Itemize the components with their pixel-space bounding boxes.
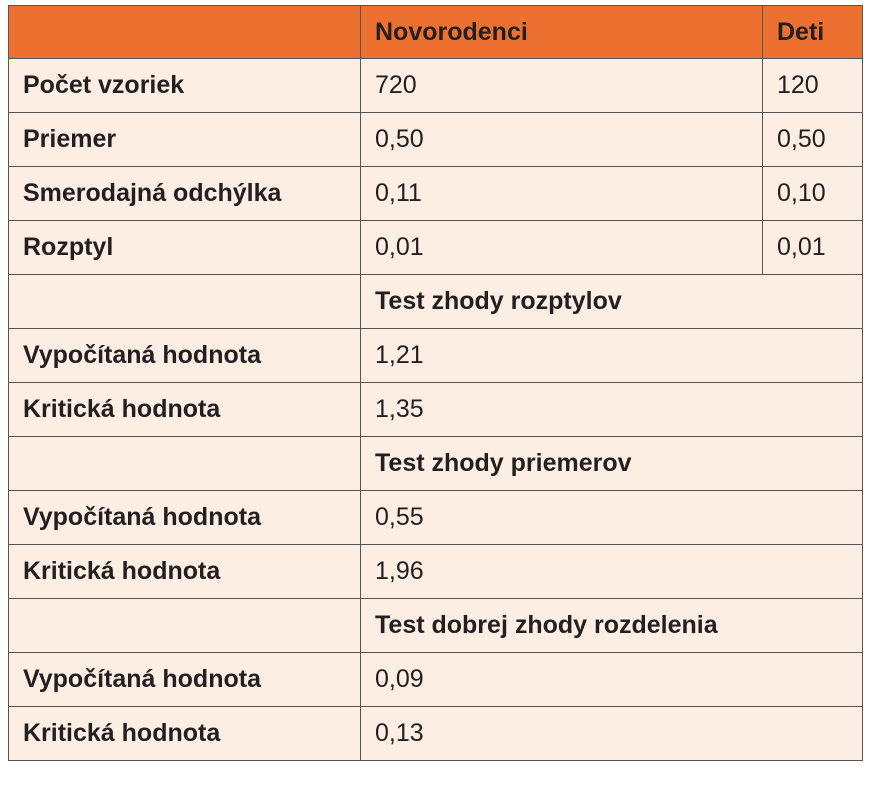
row-label: Kritická hodnota	[9, 545, 361, 599]
newborns-value: 0,50	[361, 113, 763, 167]
test-row-critical	[9, 545, 863, 599]
newborns-value: 720	[361, 59, 763, 113]
test-value: 1,21	[361, 329, 863, 383]
test-value: 0,13	[361, 707, 863, 761]
test-row-computed	[9, 329, 863, 383]
row-label: Vypočítaná hodnota	[9, 653, 361, 707]
children-value: 0,01	[763, 221, 863, 275]
test-row-computed	[9, 653, 863, 707]
section-blank-cell	[9, 275, 361, 329]
test-row-computed	[9, 491, 863, 545]
row-variance	[9, 221, 863, 275]
row-label: Vypočítaná hodnota	[9, 329, 361, 383]
children-value: 0,10	[763, 167, 863, 221]
test-value: 1,35	[361, 383, 863, 437]
row-label: Počet vzoriek	[9, 59, 361, 113]
row-label: Kritická hodnota	[9, 383, 361, 437]
test-section-header	[9, 275, 863, 329]
test-value: 1,96	[361, 545, 863, 599]
test-title: Test zhody rozptylov	[361, 275, 863, 329]
children-value: 120	[763, 59, 863, 113]
header-blank-cell	[9, 6, 361, 59]
children-value: 0,50	[763, 113, 863, 167]
row-label: Smerodajná odchýlka	[9, 167, 361, 221]
statistics-table	[8, 5, 863, 761]
test-title: Test zhody priemerov	[361, 437, 863, 491]
row-label: Kritická hodnota	[9, 707, 361, 761]
section-blank-cell	[9, 599, 361, 653]
header-newborns: Novorodenci	[361, 6, 763, 59]
header-children: Deti	[763, 6, 863, 59]
section-blank-cell	[9, 437, 361, 491]
table-header-row	[9, 6, 863, 59]
test-section-header	[9, 437, 863, 491]
test-title: Test dobrej zhody rozdelenia	[361, 599, 863, 653]
test-row-critical	[9, 707, 863, 761]
test-row-critical	[9, 383, 863, 437]
test-value: 0,55	[361, 491, 863, 545]
row-label: Rozptyl	[9, 221, 361, 275]
row-label: Vypočítaná hodnota	[9, 491, 361, 545]
newborns-value: 0,01	[361, 221, 763, 275]
row-mean	[9, 113, 863, 167]
newborns-value: 0,11	[361, 167, 763, 221]
row-label: Priemer	[9, 113, 361, 167]
test-section-header	[9, 599, 863, 653]
statistics-table-container	[8, 5, 863, 761]
row-sample-count	[9, 59, 863, 113]
test-value: 0,09	[361, 653, 863, 707]
row-std-dev	[9, 167, 863, 221]
